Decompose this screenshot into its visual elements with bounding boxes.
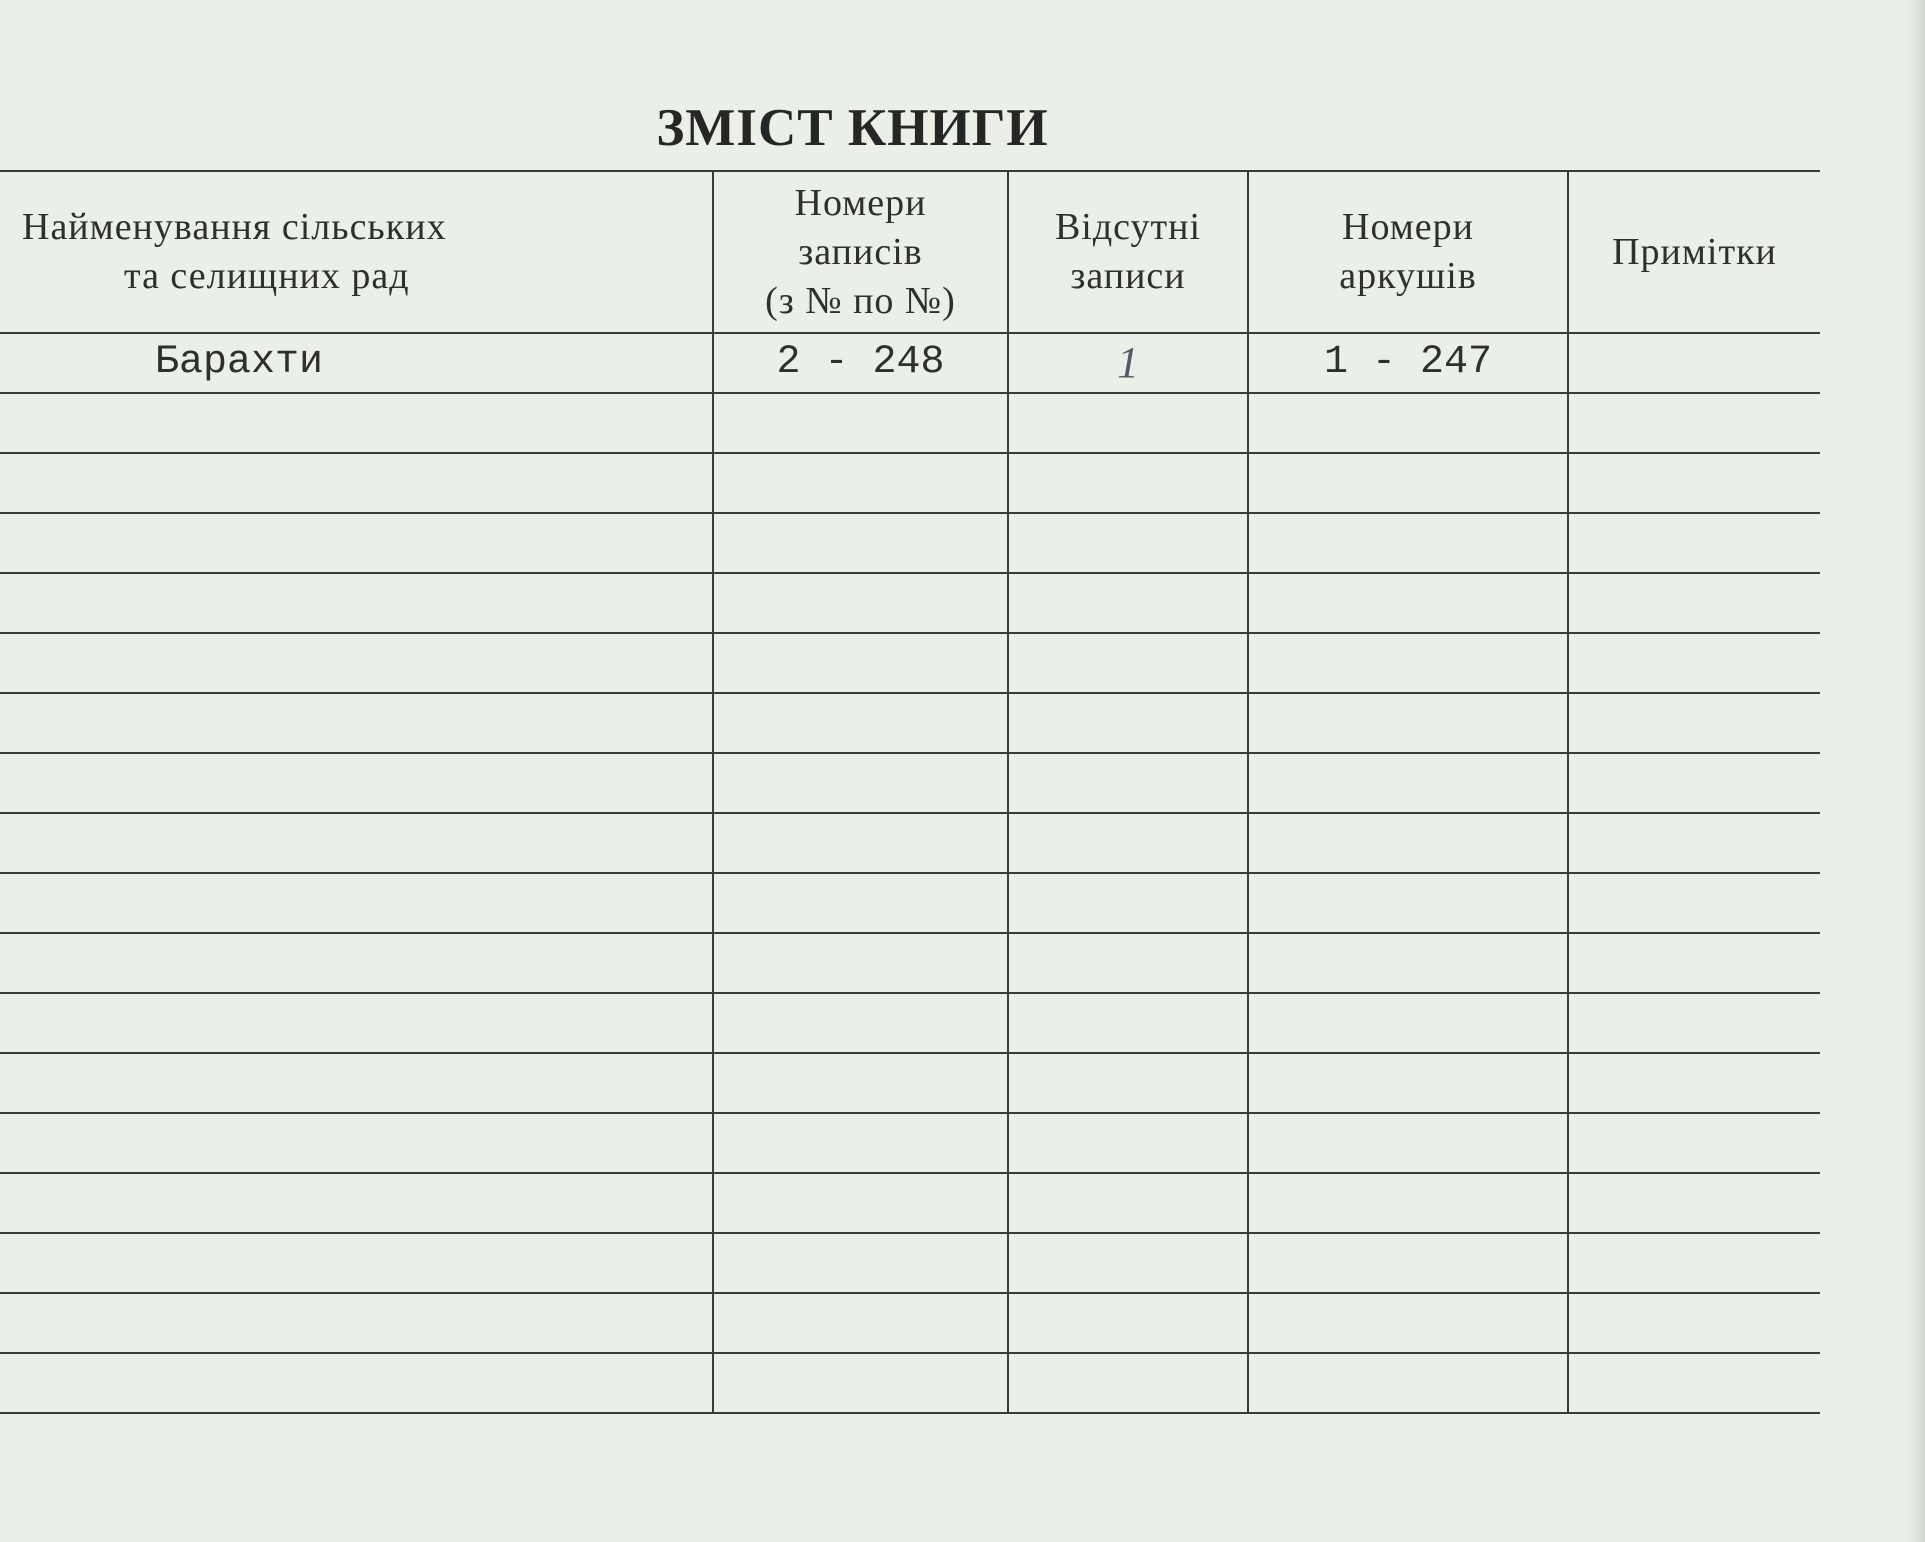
cell-name [0, 453, 713, 513]
cell-name [0, 1233, 713, 1293]
cell-name [0, 513, 713, 573]
cell-records [713, 1173, 1008, 1233]
cell-sheets [1248, 1353, 1568, 1413]
cell-name [0, 993, 713, 1053]
cell-sheets [1248, 693, 1568, 753]
cell-sheets [1248, 993, 1568, 1053]
cell-notes [1568, 873, 1820, 933]
cell-sheets [1248, 1173, 1568, 1233]
cell-name [0, 693, 713, 753]
table-row [0, 333, 1820, 393]
cell-sheets [1248, 573, 1568, 633]
header-notes-line: Примітки [1612, 230, 1777, 273]
cell-sheets [1248, 1293, 1568, 1353]
cell-missing [1008, 1053, 1248, 1113]
table-row [0, 453, 1820, 513]
cell-records [713, 1353, 1008, 1413]
cell-sheets [1248, 633, 1568, 693]
cell-records [713, 393, 1008, 453]
header-records [713, 171, 1008, 333]
cell-missing: 1 [1008, 333, 1248, 393]
cell-records [713, 873, 1008, 933]
table-row [0, 813, 1820, 873]
cell-sheets [1248, 1113, 1568, 1173]
cell-missing [1008, 1293, 1248, 1353]
cell-notes [1568, 993, 1820, 1053]
table-body [0, 333, 1820, 1413]
table-row [0, 1173, 1820, 1233]
cell-name [0, 933, 713, 993]
table-header [0, 171, 1820, 333]
cell-missing [1008, 1353, 1248, 1413]
cell-missing [1008, 1233, 1248, 1293]
cell-name [0, 633, 713, 693]
cell-records [713, 633, 1008, 693]
cell-missing [1008, 1173, 1248, 1233]
table-row [0, 693, 1820, 753]
cell-notes [1568, 573, 1820, 633]
header-name-line: та селищних рад [124, 255, 410, 297]
cell-notes [1568, 1173, 1820, 1233]
cell-notes [1568, 1293, 1820, 1353]
header-sheets [1248, 171, 1568, 333]
cell-sheets [1248, 933, 1568, 993]
table-row [0, 1353, 1820, 1413]
cell-records [713, 513, 1008, 573]
cell-missing [1008, 393, 1248, 453]
cell-sheets: 1 - 247 [1248, 333, 1568, 393]
header-name-line: Найменування сільських [22, 206, 447, 248]
header-missing-line: записи [1070, 255, 1186, 297]
header-missing [1008, 171, 1248, 333]
cell-missing [1008, 753, 1248, 813]
table-row [0, 1113, 1820, 1173]
table-row [0, 993, 1820, 1053]
cell-name [0, 573, 713, 633]
cell-sheets [1248, 1233, 1568, 1293]
cell-records [713, 1113, 1008, 1173]
cell-notes [1568, 753, 1820, 813]
cell-missing [1008, 993, 1248, 1053]
cell-name [0, 873, 713, 933]
header-records-line: Номери [794, 181, 927, 224]
cell-sheets [1248, 753, 1568, 813]
contents-table [0, 170, 1820, 1414]
cell-missing [1008, 873, 1248, 933]
table-row [0, 633, 1820, 693]
cell-missing [1008, 813, 1248, 873]
table-row [0, 573, 1820, 633]
cell-notes [1568, 1113, 1820, 1173]
cell-notes [1568, 633, 1820, 693]
header-records-line: записів [798, 230, 923, 273]
cell-name [0, 1173, 713, 1233]
cell-missing [1008, 693, 1248, 753]
cell-records [713, 993, 1008, 1053]
cell-notes [1568, 1053, 1820, 1113]
cell-notes [1568, 453, 1820, 513]
cell-notes [1568, 933, 1820, 993]
cell-missing [1008, 513, 1248, 573]
header-missing-line: Відсутні [1054, 206, 1202, 248]
header-name [0, 171, 713, 333]
cell-notes [1568, 693, 1820, 753]
header-notes [1568, 171, 1820, 333]
cell-notes [1568, 1233, 1820, 1293]
cell-records [713, 693, 1008, 753]
table-row [0, 393, 1820, 453]
cell-missing [1008, 933, 1248, 993]
cell-notes [1568, 813, 1820, 873]
table-row [0, 873, 1820, 933]
cell-records [713, 1233, 1008, 1293]
cell-name [0, 753, 713, 813]
cell-records [713, 933, 1008, 993]
cell-name [0, 1293, 713, 1353]
cell-name [0, 393, 713, 453]
header-sheets-line: аркушів [1339, 255, 1477, 297]
cell-sheets [1248, 813, 1568, 873]
cell-records: 2 - 248 [713, 333, 1008, 393]
cell-records [713, 573, 1008, 633]
cell-notes [1568, 513, 1820, 573]
cell-records [713, 753, 1008, 813]
cell-name [0, 1053, 713, 1113]
header-sheets-line: Номери [1342, 206, 1474, 248]
cell-sheets [1248, 873, 1568, 933]
cell-name [0, 813, 713, 873]
cell-sheets [1248, 393, 1568, 453]
cell-records [713, 1293, 1008, 1353]
cell-name [0, 1113, 713, 1173]
cell-notes [1568, 333, 1820, 393]
header-row [0, 171, 1820, 333]
cell-name: Барахти [0, 333, 713, 393]
cell-missing [1008, 573, 1248, 633]
cell-missing [1008, 633, 1248, 693]
table-row [0, 933, 1820, 993]
cell-records [713, 453, 1008, 513]
cell-sheets [1248, 1053, 1568, 1113]
cell-sheets [1248, 453, 1568, 513]
cell-records [713, 1053, 1008, 1113]
cell-missing [1008, 1113, 1248, 1173]
header-records-line: (з № по №) [765, 279, 956, 322]
cell-notes [1568, 1353, 1820, 1413]
table-row [0, 1293, 1820, 1353]
table-row [0, 1233, 1820, 1293]
table-row [0, 1053, 1820, 1113]
page-edge-shadow [1907, 0, 1925, 1542]
table-row [0, 513, 1820, 573]
table-row [0, 753, 1820, 813]
page-title: ЗМІСТ КНИГИ [656, 99, 1049, 157]
cell-notes [1568, 393, 1820, 453]
cell-sheets [1248, 513, 1568, 573]
cell-missing [1008, 453, 1248, 513]
cell-records [713, 813, 1008, 873]
cell-name [0, 1353, 713, 1413]
